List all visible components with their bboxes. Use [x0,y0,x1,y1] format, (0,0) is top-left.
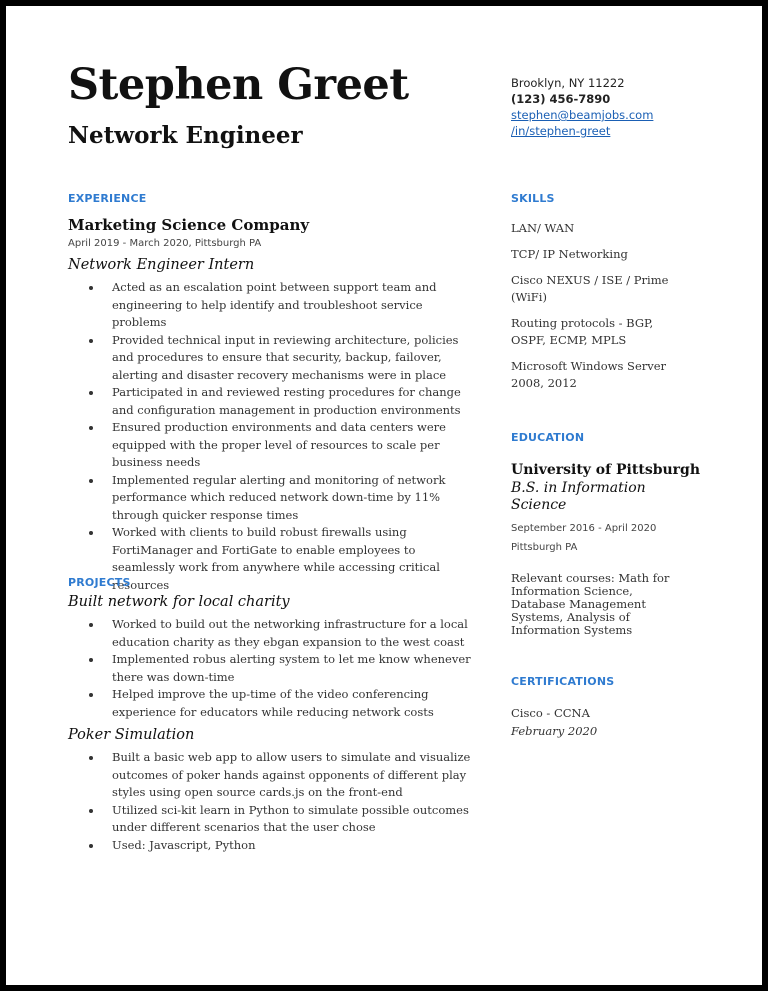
list-item [68,802,478,837]
list-item [68,384,478,419]
skill-item: TCP/ IP Networking [511,247,628,261]
bullet-text: Built a basic web app to allow users to simulate and visualize outcomes of poker hands against opponents of different play styles using open source cards.js on the front-end [112,750,471,799]
bullet-text: Helped improve the up-time of the video conferencing experience for educators while reducing network costs [112,687,434,719]
project-bullets [68,616,478,721]
contact-phone: (123) 456-7890 [511,92,611,106]
bullet-icon [89,479,93,483]
list-item [68,419,478,472]
role-title: Network Engineer Intern [68,257,255,273]
candidate-name: Stephen Greet [68,60,409,110]
contact-linkedin-link[interactable]: /in/stephen-greet [511,124,611,138]
bullet-text: Utilized sci-kit learn in Python to simulate possible outcomes under different scenarios that the user chose [112,802,469,834]
bullet-text: Ensured production environments and data centers were equipped with the proper level of resources to scale per business needs [112,420,446,469]
experience-section [68,216,478,594]
education-section [511,462,731,514]
project-title: Built network for local charity [68,594,290,610]
skill-item: LAN/ WAN [511,221,575,235]
list-item [68,651,478,686]
contact-email-link[interactable]: stephen@beamjobs.com [511,108,654,122]
bullet-text: Acted as an escalation point between support team and engineering to help identify and troubleshoot service problems [112,280,437,329]
bullet-icon [89,286,93,290]
cert-date: February 2020 [511,724,598,738]
project-title: Poker Simulation [68,727,195,743]
company-name: Marketing Science Company [68,216,310,234]
experience-heading: EXPERIENCE [68,192,147,205]
list-item [68,332,478,385]
bullet-text: Implemented robus alerting system to let me know whenever there was down-time [112,652,471,684]
cert-name: Cisco - CCNA [511,706,590,720]
bullet-icon [89,658,93,662]
skills-section [511,220,671,401]
education-heading: EDUCATION [511,431,585,444]
experience-meta: April 2019 - March 2020, Pittsburgh PA [68,238,262,249]
bullet-icon [89,391,93,395]
education-dates: September 2016 - April 2020 [511,523,657,534]
certifications-heading: CERTIFICATIONS [511,675,615,688]
list-item [68,279,478,332]
relevant-courses: Relevant courses: Math for Information Science, Database Management Systems, Analysis of Information Systems [511,571,670,637]
skill-item: Microsoft Windows Server 2008, 2012 [511,359,667,390]
bullet-text: Implemented regular alerting and monitoring of network performance which reduced network down-time by 11% through quicker response times [112,472,446,522]
bullet-icon [89,756,93,760]
bullet-text: Worked with clients to build robust firewalls using FortiManager and FortiGate to enable employees to seamlessly work from anywhere while accessing critical resources [112,525,440,592]
bullet-text: Worked to build out the networking infrastructure for a local education charity as they ebgan expansion to the west coast [112,617,468,649]
bullet-text: Used: Javascript, Python [112,837,256,852]
bullet-icon [89,844,93,848]
bullet-text: Provided technical input in reviewing architecture, policies and procedures to ensure that security, backup, failover, alerting and disaster recovery mechanisms were in place [112,332,459,382]
contact-block [511,75,653,139]
skill-item: Cisco NEXUS / ISE / Prime (WiFi) [511,273,669,304]
skills-heading: SKILLS [511,192,555,205]
list-item [68,616,478,651]
job-title: Network Engineer [68,122,303,149]
list-item [68,472,478,525]
bullet-icon [89,339,93,343]
list-item [68,749,478,802]
bullet-text: Participated in and reviewed resting procedures for change and configuration management in production environments [112,385,461,417]
experience-bullets [68,279,478,594]
bullet-icon [89,531,93,535]
school-name: University of Pittsburgh [511,462,701,478]
degree: B.S. in Information Science [511,480,646,513]
resume-page [6,6,762,985]
project-charity [68,594,478,721]
education-location: Pittsburgh PA [511,542,578,553]
bullet-icon [89,809,93,813]
list-item [68,686,478,721]
project-bullets [68,749,478,854]
projects-heading: PROJECTS [68,576,131,589]
bullet-icon [89,623,93,627]
list-item [68,837,478,855]
project-poker [68,727,478,854]
bullet-icon [89,426,93,430]
skill-item: Routing protocols - BGP, OSPF, ECMP, MPLS [511,316,654,347]
contact-location: Brooklyn, NY 11222 [511,76,625,90]
certifications-section [511,706,711,738]
bullet-icon [89,693,93,697]
